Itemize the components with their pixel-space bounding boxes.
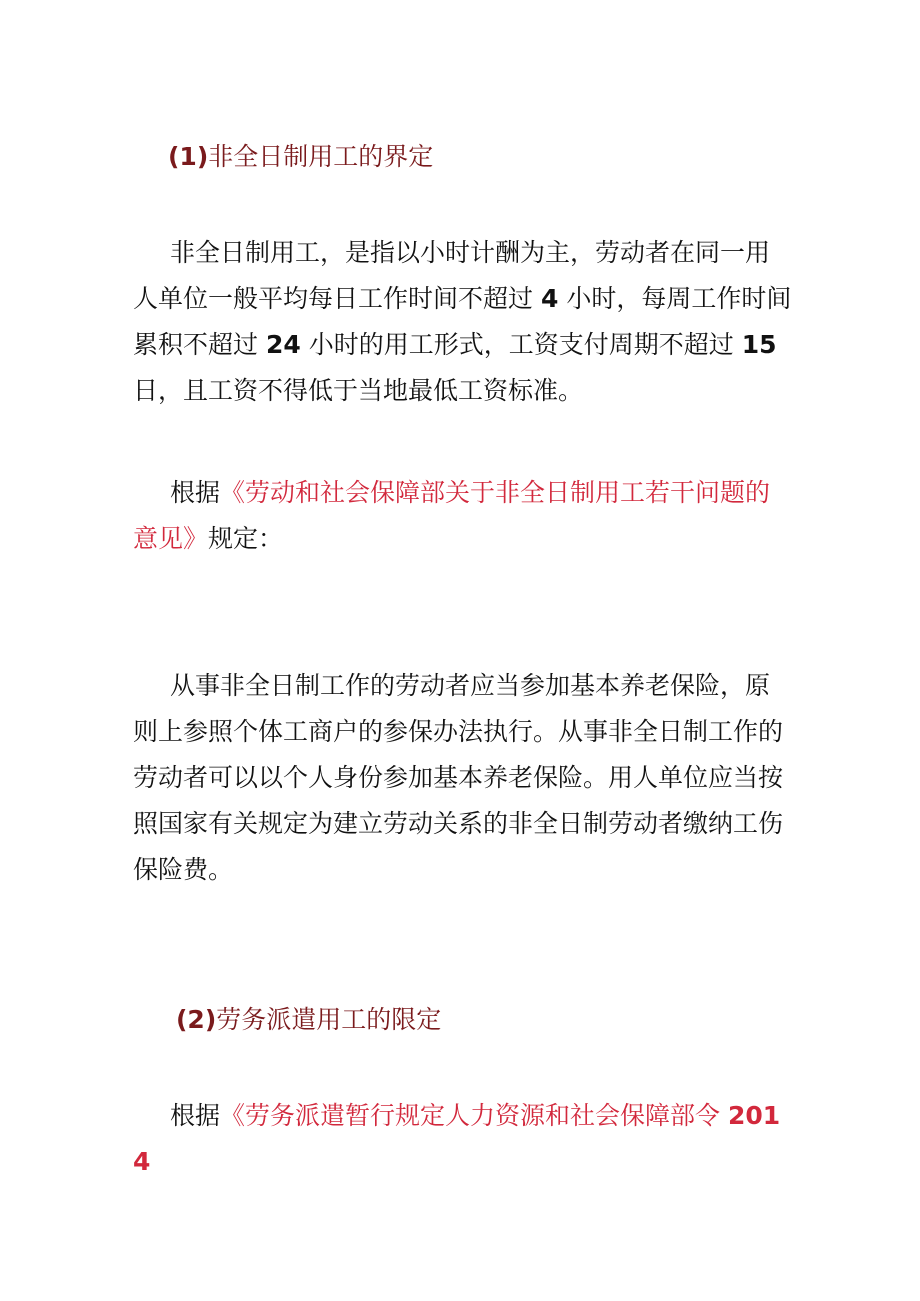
section-1-number: (1): [168, 142, 209, 171]
definition-text-4: 日，且工资不得低于当地最低工资标准。: [133, 376, 584, 405]
regulation-title-link-2[interactable]: [133, 1101, 780, 1176]
daily-hours-value: 4: [540, 284, 559, 313]
basis-prefix: 根据: [170, 478, 221, 507]
regulation-title-link[interactable]: 《劳动和社会保障部关于非全日制用工若干问题的意见》: [133, 478, 771, 553]
section-2-title: 劳务派遣用工的限定: [216, 1005, 442, 1034]
provision-paragraph: 从事非全日制工作的劳动者应当参加基本养老保险，原则上参照个体工商户的参保办法执行。从事非全日制工作的劳动者可以以个人身份参加基本养老保险。用人单位应当按照国家有关规定为建立劳动关系的非全日制劳动者缴纳工伤保险费。: [133, 671, 784, 884]
definition-paragraph: [133, 230, 793, 414]
pay-cycle-value: 15: [741, 330, 777, 359]
definition-text-3: 小时的用工形式，工资支付周期不超过: [308, 330, 734, 359]
section-1-heading: [168, 140, 433, 174]
section-1-title: 非全日制用工的界定: [208, 142, 434, 171]
regulation-title-2: 《劳务派遣暂行规定人力资源和社会保障部令: [220, 1101, 721, 1130]
basis-paragraph-2: [133, 1093, 793, 1185]
definition-text-2: 小时，每周工作时间累积不超过: [133, 284, 792, 359]
section-2-number: (2): [176, 1005, 217, 1034]
basis-paragraph-1: [133, 470, 793, 562]
basis-prefix-2: 根据: [170, 1101, 221, 1130]
regulation-year: 2014: [133, 1101, 781, 1176]
weekly-hours-value: 24: [265, 330, 301, 359]
section-2-heading: [176, 1003, 441, 1037]
definition-text-1: 非全日制用工，是指以小时计酬为主，劳动者在同一用人单位一般平均每日工作时间不超过: [133, 238, 771, 313]
basis-suffix: 规定：: [208, 524, 284, 553]
